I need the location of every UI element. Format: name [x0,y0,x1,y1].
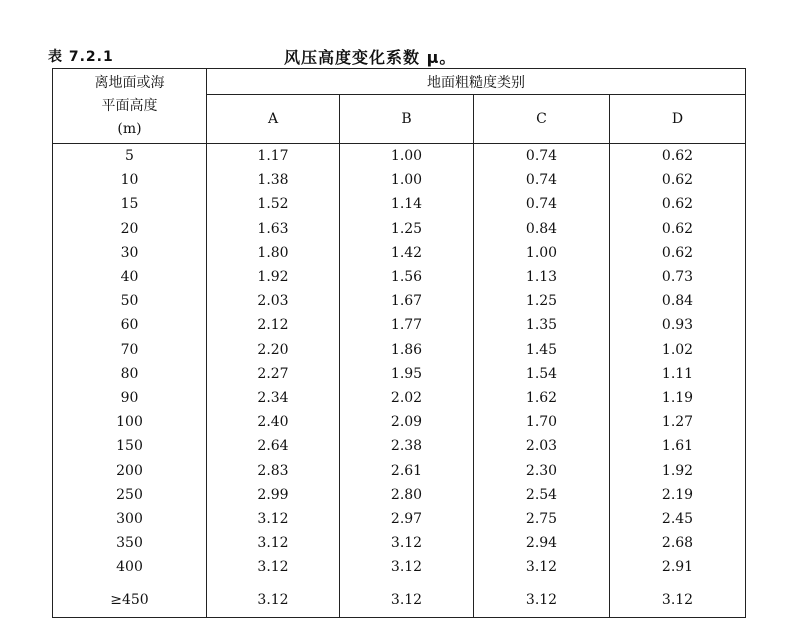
column-header-c: C [474,95,610,144]
value-cell-d: 1.92 [610,458,746,482]
table-row [53,241,746,265]
table-row [53,362,746,386]
value-cell-c: 1.54 [474,362,610,386]
value-cell-c: 1.00 [474,241,610,265]
height-cell: 15 [53,192,207,216]
value-cell-b: 2.38 [340,434,474,458]
value-cell-b: 1.00 [340,168,474,192]
height-cell: 5 [53,144,207,169]
height-cell: 60 [53,313,207,337]
value-cell-b: 1.95 [340,362,474,386]
value-cell-a: 2.03 [207,289,340,313]
value-cell-c: 1.45 [474,338,610,362]
height-cell: 10 [53,168,207,192]
value-cell-a: 1.80 [207,241,340,265]
table-row [53,265,746,289]
value-cell-d: 2.68 [610,531,746,555]
value-cell-d: 3.12 [610,579,746,618]
value-cell-c: 0.74 [474,144,610,169]
value-cell-c: 3.12 [474,579,610,618]
table-body [53,144,746,618]
value-cell-c: 2.75 [474,507,610,531]
value-cell-d: 1.61 [610,434,746,458]
value-cell-a: 1.52 [207,192,340,216]
table-row [53,579,746,618]
value-cell-d: 0.62 [610,241,746,265]
value-cell-c: 2.30 [474,458,610,482]
table-row [53,531,746,555]
value-cell-a: 2.99 [207,483,340,507]
table-number: 表 7.2.1 [48,49,114,65]
table-caption [48,46,748,66]
table-row [53,434,746,458]
value-cell-a: 1.38 [207,168,340,192]
value-cell-b: 3.12 [340,579,474,618]
value-cell-a: 3.12 [207,531,340,555]
value-cell-d: 0.84 [610,289,746,313]
value-cell-d: 2.19 [610,483,746,507]
height-cell: 100 [53,410,207,434]
value-cell-b: 2.97 [340,507,474,531]
value-cell-b: 1.14 [340,192,474,216]
column-header-a: A [207,95,340,144]
value-cell-c: 0.74 [474,192,610,216]
value-cell-d: 0.93 [610,313,746,337]
table-row [53,144,746,169]
value-cell-a: 2.64 [207,434,340,458]
value-cell-a: 2.40 [207,410,340,434]
value-cell-a: 3.12 [207,579,340,618]
height-cell: 50 [53,289,207,313]
value-cell-c: 1.62 [474,386,610,410]
value-cell-c: 1.35 [474,313,610,337]
table-row [53,458,746,482]
table-row [53,289,746,313]
height-cell: 90 [53,386,207,410]
value-cell-c: 1.25 [474,289,610,313]
value-cell-d: 0.62 [610,217,746,241]
height-cell: 200 [53,458,207,482]
height-cell: 70 [53,338,207,362]
value-cell-a: 2.34 [207,386,340,410]
value-cell-d: 1.02 [610,338,746,362]
value-cell-a: 3.12 [207,555,340,579]
value-cell-d: 0.73 [610,265,746,289]
value-cell-b: 1.56 [340,265,474,289]
height-header-unit: (m) [117,120,142,137]
table-row [53,192,746,216]
value-cell-a: 1.17 [207,144,340,169]
table-row [53,168,746,192]
table-row [53,313,746,337]
height-column-header [53,69,207,144]
height-cell: 80 [53,362,207,386]
wind-pressure-coefficient-table [52,68,746,618]
value-cell-b: 1.00 [340,144,474,169]
value-cell-c: 0.84 [474,217,610,241]
table-row [53,410,746,434]
value-cell-c: 2.54 [474,483,610,507]
value-cell-b: 1.25 [340,217,474,241]
value-cell-b: 3.12 [340,531,474,555]
table-row [53,217,746,241]
value-cell-b: 1.42 [340,241,474,265]
value-cell-a: 2.12 [207,313,340,337]
height-header-line1: 离地面或海 [94,74,165,91]
height-cell: 30 [53,241,207,265]
value-cell-d: 2.45 [610,507,746,531]
table-header [53,69,746,144]
value-cell-a: 3.12 [207,507,340,531]
value-cell-d: 0.62 [610,192,746,216]
column-header-b: B [340,95,474,144]
value-cell-a: 2.20 [207,338,340,362]
value-cell-c: 1.70 [474,410,610,434]
value-cell-d: 0.62 [610,168,746,192]
value-cell-d: 1.11 [610,362,746,386]
height-cell: 250 [53,483,207,507]
height-cell: 300 [53,507,207,531]
value-cell-c: 0.74 [474,168,610,192]
table-row [53,483,746,507]
table-row [53,338,746,362]
column-header-d: D [610,95,746,144]
height-cell: 350 [53,531,207,555]
value-cell-d: 0.62 [610,144,746,169]
table-title: 风压高度变化系数 μ。 [284,48,457,67]
value-cell-b: 2.09 [340,410,474,434]
value-cell-c: 2.94 [474,531,610,555]
value-cell-a: 1.92 [207,265,340,289]
value-cell-b: 1.67 [340,289,474,313]
height-header-line2: 平面高度 [101,97,158,114]
roughness-category-header: 地面粗糙度类别 [207,69,746,95]
height-cell: ≥450 [53,579,207,618]
value-cell-d: 2.91 [610,555,746,579]
height-cell: 20 [53,217,207,241]
table-row [53,507,746,531]
height-cell: 40 [53,265,207,289]
value-cell-b: 2.02 [340,386,474,410]
value-cell-a: 2.83 [207,458,340,482]
value-cell-d: 1.27 [610,410,746,434]
table-row [53,555,746,579]
value-cell-c: 3.12 [474,555,610,579]
value-cell-b: 2.80 [340,483,474,507]
value-cell-d: 1.19 [610,386,746,410]
height-cell: 400 [53,555,207,579]
value-cell-b: 1.77 [340,313,474,337]
value-cell-c: 1.13 [474,265,610,289]
value-cell-c: 2.03 [474,434,610,458]
value-cell-b: 1.86 [340,338,474,362]
value-cell-a: 2.27 [207,362,340,386]
height-cell: 150 [53,434,207,458]
value-cell-a: 1.63 [207,217,340,241]
table-row [53,386,746,410]
value-cell-b: 3.12 [340,555,474,579]
value-cell-b: 2.61 [340,458,474,482]
